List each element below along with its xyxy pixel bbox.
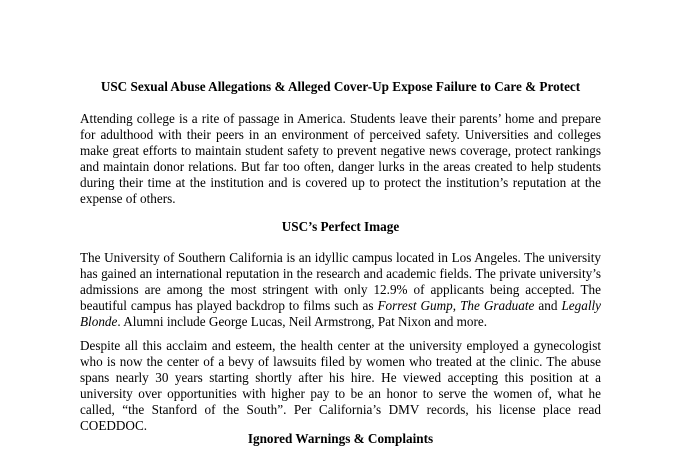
document-title: USC Sexual Abuse Allegations & Alleged Cover-Up Expose Failure to Care & Protect — [100, 79, 581, 94]
paragraph-usc-overview — [80, 250, 601, 330]
section-heading-ignored-warnings: Ignored Warnings & Complaints — [247, 431, 434, 446]
paragraph-text: The University of Southern California is an idyllic campus located in Los Angeles. The university has gained an international reputation in the research and academic fields. The private university’s admissions are among the most stringent with only 12.9% of applicants being accepted. The beautiful campus has played backdrop to films such as — [80, 250, 601, 313]
paragraph-text: . Alumni include George Lucas, Neil Armstrong, Pat Nixon and more. — [117, 314, 488, 329]
paragraph-health-center: Despite all this acclaim and esteem, the health center at the university employed a gynecologist who is now the center of a bevy of lawsuits filed by women who treated at the clinic. The abuse spans nearly 30 years starting shortly after his hire. He viewed accepting this position at a university over opportunities with higher pay to be an honor to serve the women of, what he called, “the Stanford of the South”. Per California’s DMV records, his license place read COEDDOC. — [80, 338, 601, 433]
film-title: Forrest Gump — [377, 298, 453, 313]
intro-paragraph: Attending college is a rite of passage in America. Students leave their parents’ home and prepare for adulthood with their peers in an environment of perceived safety. Universities and colleges make great efforts to maintain student safety to prevent negative news coverage, protect rankings and maintain donor relations. But far too often, danger lurks in the areas created to help students during their time at the institution and is covered up to protect the institution’s reputation at the expense of others. — [80, 111, 601, 206]
film-title: Legally Blonde — [80, 298, 601, 329]
section-heading-perfect-image: USC’s Perfect Image — [281, 219, 400, 234]
film-title: The Graduate — [460, 298, 535, 313]
separator-text: , — [452, 298, 461, 313]
separator-text: and — [534, 298, 562, 313]
